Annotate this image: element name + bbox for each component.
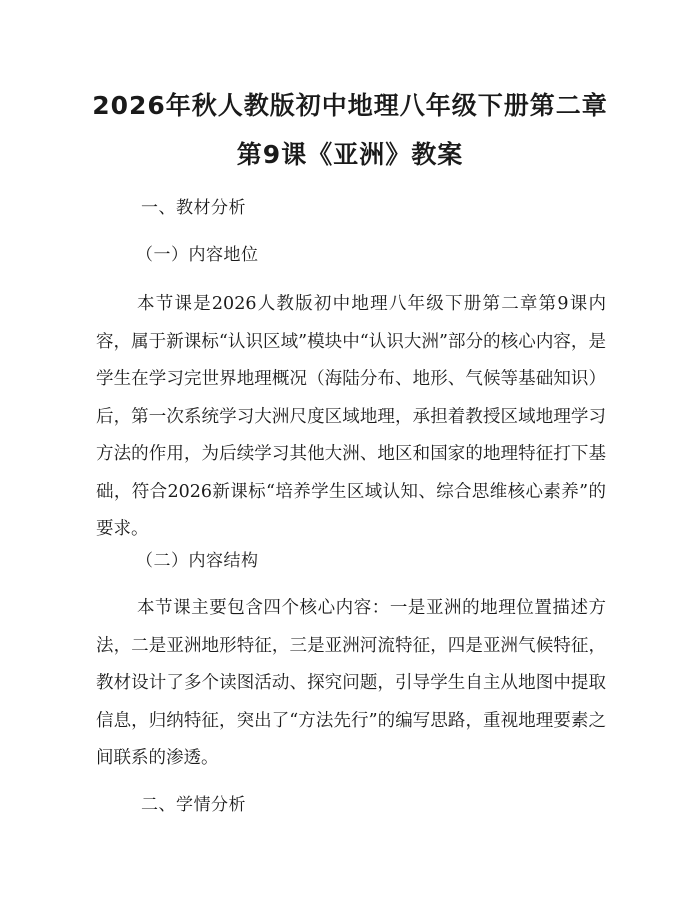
document-title-line-1: 2026年秋人教版初中地理八年级下册第二章 — [92, 91, 608, 120]
paragraph-content-position: 本节课是2026人教版初中地理八年级下册第二章第9课内容，属于新课标“认识区域”模块中“认识大洲”部分的核心内容，是学生在学习完世界地理概况（海陆分布、地形、气候等基础知识）后，第一次系统学习大洲尺度区域地理，承担着教授区域地理学习方法的作用，为后续学习其他大洲、地区和国家的地理特征打下基础，符合2026新课标“培养学生区域认知、综合思维核心素养”的要求。 — [96, 294, 606, 539]
paragraph-content-structure: 本节课主要包含四个核心内容：一是亚洲的地理位置描述方法，二是亚洲地形特征，三是亚洲河流特征，四是亚洲气候特征，教材设计了多个读图活动、探究问题，引导学生自主从地图中提取信息，归纳特征，突出了“方法先行”的编写思路，重视地理要素之间联系的渗透。 — [96, 598, 606, 768]
document-title-line-2: 第9课《亚洲》教案 — [236, 140, 464, 169]
section-heading-materials-analysis: 一、教材分析 — [141, 198, 246, 218]
subsection-heading-content-position: （一）内容地位 — [136, 245, 259, 265]
section-heading-learner-analysis: 二、学情分析 — [141, 795, 246, 815]
subsection-heading-content-structure: （二）内容结构 — [136, 551, 259, 571]
